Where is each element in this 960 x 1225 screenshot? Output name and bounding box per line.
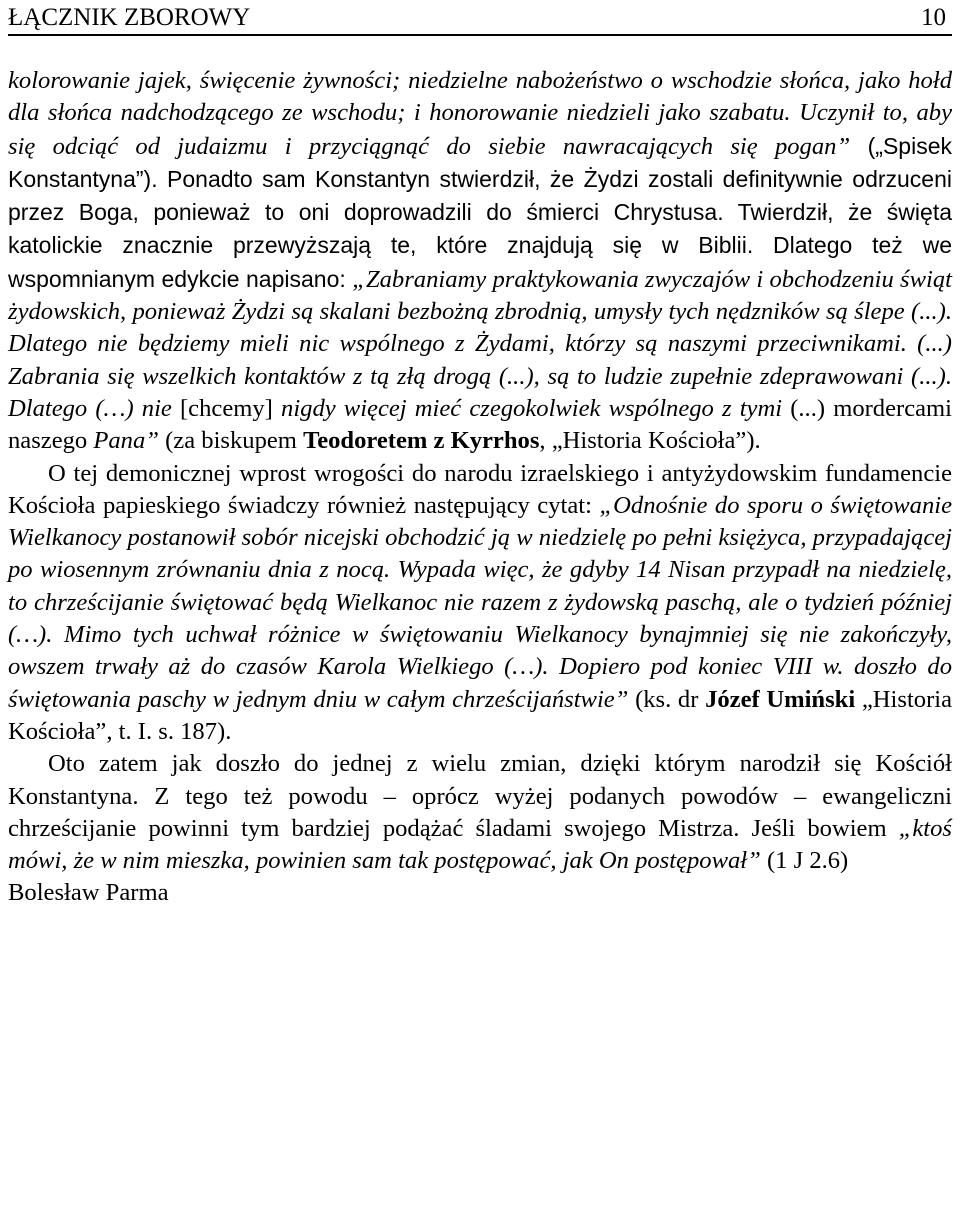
citation: (za biskupem [158, 427, 304, 455]
page-number: 10 [921, 4, 946, 31]
publication-title: ŁĄCZNIK ZBOROWY [8, 4, 251, 31]
body-text: Oto zatem jak doszło do jednej z wielu zmian, dzięki którym narodził się Kościół Konstantyna. Z tego też powodu – oprócz wyżej podanych powodów – ewangeliczni chrześcijanie powinni tym bardziej podążać śladami swojego Mistrza. Jeśli bowiem [8, 750, 952, 842]
paragraph-2 [8, 458, 952, 749]
body-text: O tej demonicznej wprost wrogości do narodu izraelskiego i antyżydowskim fundamencie Kościoła papieskiego świadczy również następujący cytat: [8, 459, 952, 519]
quote-text: kolorowanie jajek, święcenie żywności; niedzielne nabożeństwo o wschodzie słońca, jako hołd dla słońca nadchodzącego ze wschodu; i honorowanie niedzieli jako szabatu. Uczynił to, aby się odciąć od judaizmu i przyciągnąć do siebie nawracających się pogan” [8, 67, 952, 160]
body-text: (...) mordercami naszego [8, 394, 953, 455]
author-signature: Bolesław Parma [8, 879, 169, 907]
page-header [8, 4, 952, 36]
paragraph-1 [8, 65, 952, 458]
editorial-insert: [chcemy] [171, 394, 282, 422]
quote-text: Pana” [93, 427, 159, 455]
paragraph-3 [8, 748, 952, 877]
citation: (ks. dr [628, 685, 706, 713]
citation-author: Józef Umiński [705, 685, 856, 713]
body-text: Ponadto sam Konstantyn stwierdził, że Żydzi zostali definitywnie odrzuceni przez Boga, ponieważ to oni doprowadzili do śmierci Chrystusa. Twierdził, że święta katolickie znacznie przewyższają te, które znajdują się w Biblii. Dlatego też we wspomnianym edykcie napisano: [8, 165, 953, 292]
citation: „Historia Kościoła”, t. I. s. 187). [8, 685, 953, 745]
citation: , „Historia Kościoła”). [539, 427, 761, 455]
quote-text: „Zabraniamy praktykowania zwyczajów i obchodzeniu świąt żydowskich, ponieważ Żydzi są skalani bezbożną zbrodnią, umysły tych nędzników są ślepe (...). Dlatego nie będziemy mieli nic wspólnego z Żydami, którzy są naszymi przeciwnikami. (...) Zabrania się wszelkich kontaktów z tą złą drogą (...), są to ludzie zupełnie zdeprawowani (...). Dlatego (…) nie [8, 265, 952, 422]
citation: („Spisek Konstantyna”). [8, 132, 952, 192]
quote-text: „ktoś mówi, że w nim mieszka, powinien sam tak postępować, jak On postępował” [8, 814, 952, 875]
document-page [8, 0, 952, 1225]
citation-author: Teodoretem z Kyrrhos [303, 427, 540, 455]
citation: (1 J 2.6) [760, 847, 849, 875]
quote-text: „Odnośnie do sporu o świętowanie Wielkanocy postanowił sobór nicejski obchodzić ją w niedzielę po pełni księżyca, przypadającej po wiosennym zrównaniu dnia z nocą. Wypada więc, że gdyby 14 Nisan przypadł na niedzielę, to chrześcijanie świętować będą Wielkanoc nie razem z żydowską paschą, ale o tydzień później (…). Mimo tych uchwał różnice w świętowaniu Wielkanocy bynajmniej się nie zakończyły, owszem trwały aż do czasów Karola Wielkiego (…). Dopiero pod koniec VIII w. doszło do świętowania paschy w jednym dniu w całym chrześcijaństwie” [8, 491, 953, 713]
article-body [8, 65, 952, 910]
quote-text: nigdy więcej mieć czegokolwiek wspólnego z tymi [281, 394, 783, 422]
